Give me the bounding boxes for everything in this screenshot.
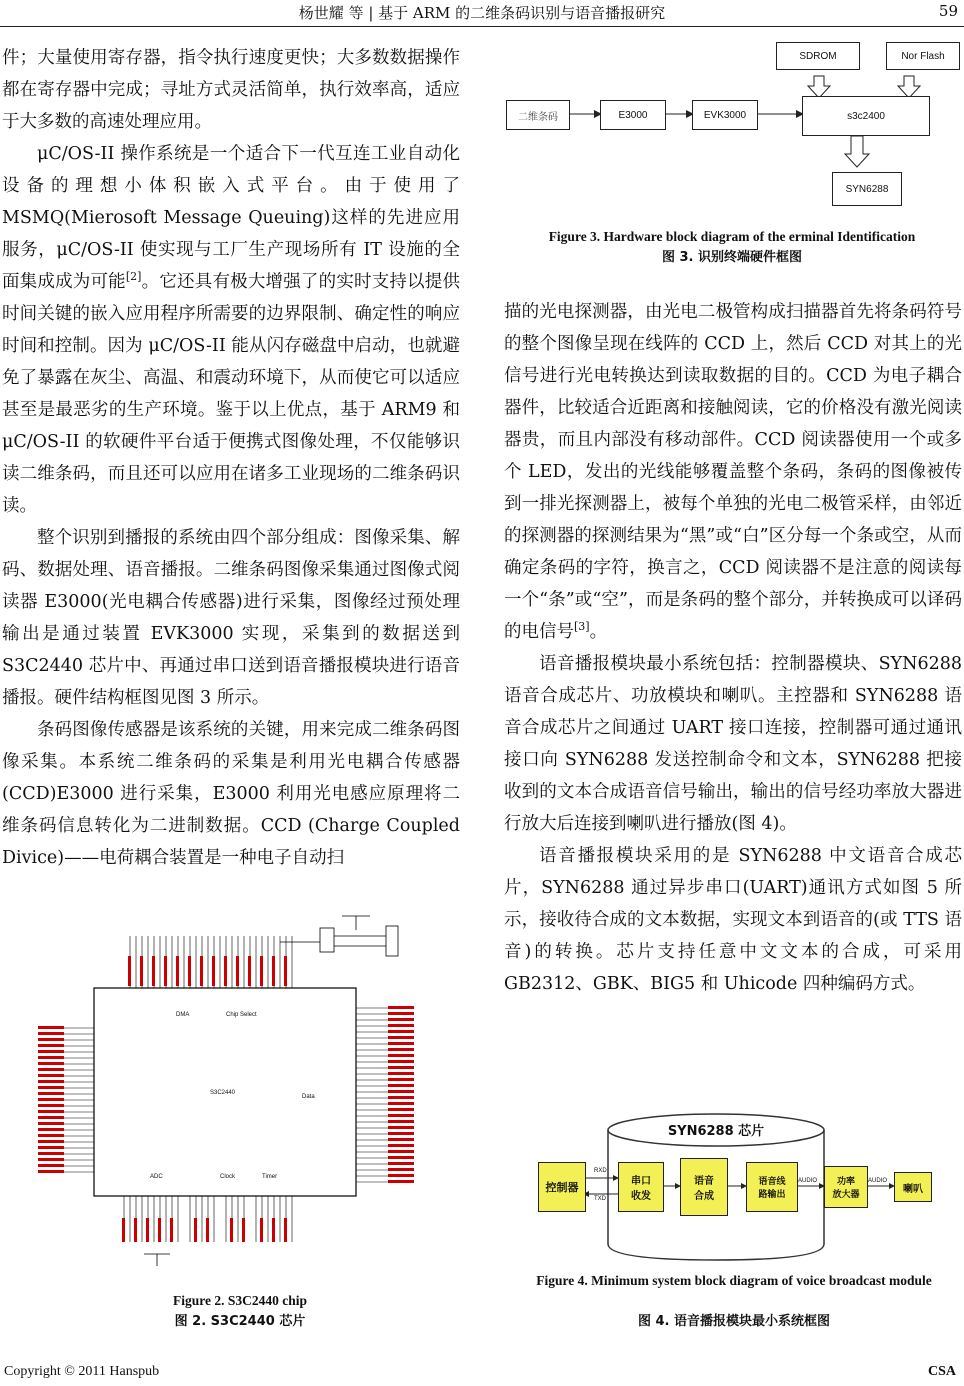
chip-section-timer: Timer (262, 1174, 278, 1180)
figure4-diagram (524, 1098, 944, 1268)
left-column (2, 42, 460, 874)
syn6288-block: SYN6288 (832, 172, 902, 206)
right-column (504, 296, 962, 1000)
figure4-caption-zh: 图 4. 语音播报模块最小系统框图 (637, 1314, 831, 1329)
figure3-caption-en: Figure 3. Hardware block diagram of the erminal Identification (548, 229, 916, 244)
paragraph: 语音播报模块最小系统包括：控制器模块、SYN6288 语音合成芯片、功放模块和喇叭。主控器和 SYN6288 语音合成芯片之间通过 UART 接口连接，控制器可通过通讯接口向 SYN6288 发送控制命令和文本，SYN6288 把接收到的文本合成语音信号输出，输出的信号经功率放大器进行放大后连接到喇叭进行播放(图 4)。 (504, 654, 962, 834)
citation[interactable]: [2] (125, 270, 142, 284)
figure2-caption-en: Figure 2. S3C2440 chip (172, 1293, 307, 1308)
figure3-diagram (504, 40, 960, 220)
text-span: 。它还具有极大增强了的实时支持以提供时间关键的嵌入应用程序所需要的边界限制、确定性的响应时间和控制。因为 μC/OS-II 能从闪存磁盘中启动，也就避免了暴露在灰尘、高温、和震动环境下，从而使它可以适应甚至是最恶劣的生产环境。鉴于以上优点，基于 ARM9 和 μC/OS-II 的软硬件平台适于便携式图像处理，不仅能够识读二维条码，而且还可以应用在诸多工业现场的二维条码识读。 (2, 272, 460, 516)
copyright: Copyright © 2011 Hanspub (4, 1364, 160, 1379)
header-rule (0, 26, 964, 27)
chip-section-adc: ADC (150, 1174, 163, 1180)
chip-section-dma: DMA (176, 1012, 190, 1018)
syn6288-chip-title: SYN6288 芯片 (667, 1124, 765, 1139)
page-header (0, 0, 964, 30)
journal-abbrev: CSA (927, 1364, 956, 1379)
controller-block: 控制器 (538, 1162, 586, 1212)
serial-block: 串口 收发 (618, 1162, 664, 1212)
norflash-block: Nor Flash (886, 42, 960, 70)
figure2-caption-zh: 图 2. S3C2440 芯片 (174, 1314, 306, 1329)
rxd-label: RXD (594, 1168, 607, 1174)
evk3000-block: EVK3000 (692, 100, 758, 130)
amplifier-block: 功率 放大器 (824, 1166, 868, 1208)
speaker-block: 喇叭 (894, 1172, 932, 1202)
paragraph: 件；大量使用寄存器，指令执行速度更快；大多数数据操作都在寄存器中完成；寻址方式灵活简单，执行效率高，适应于大多数的高速处理应用。 (2, 48, 460, 132)
paragraph (504, 296, 962, 648)
paragraph: 语音播报模块采用的是 SYN6288 中文语音合成芯片，SYN6288 通过异步串口(UART)通讯方式如图 5 所示，接收待合成的文本数据，实现文本到语音的(或 TTS 语音)的转换。芯片支持任意中文文本的合成，可采用 GB2312、GBK、BIG5 和 Uhicode 四种编码方式。 (504, 846, 962, 994)
text-span: 描的光电探测器，由光电二极管构成扫描器首先将条码符号的整个图像呈现在线阵的 CCD 上，然后 CCD 对其上的光信号进行光电转换达到读取数据的目的。CCD 为电子耦合器件，比较适合近距离和接触阅读，它的价格没有激光阅读器贵，而且内部没有移动部件。CCD 阅读器使用一个或多个 LED，发出的光线能够覆盖整个条码，条码的图像被传到一排光探测器上，被每个单独的光电二极管采样，由邻近的探测器的探测结果为“黑”或“白”区分每一个条或空，从而确定条码的字符，换言之，CCD 阅读器不是注意的阅读每一个“条”或“空”，而是条码的整个部分，并转换成可以译码的电信号 (504, 302, 962, 642)
chip-section-data: Data (302, 1094, 315, 1100)
paragraph (2, 138, 460, 522)
output-block: 语音线 路输出 (746, 1162, 798, 1212)
text-span: 。 (589, 622, 608, 642)
barcode-block: 二维条码 (506, 100, 570, 130)
page-number: 59 (938, 2, 958, 20)
sdrom-block: SDROM (776, 42, 860, 70)
figure2-schematic (30, 906, 450, 1286)
audio-label: AUDIO (798, 1178, 818, 1184)
citation[interactable]: [3] (574, 620, 590, 634)
chip-schematic-graphic (30, 906, 450, 1286)
chip-label: S3C2440 (210, 1090, 236, 1096)
soc-block: s3c2400 (802, 96, 930, 136)
synth-block: 语音 合成 (680, 1158, 728, 1216)
running-title: 杨世耀 等 | 基于 ARM 的二维条码识别与语音播报研究 (298, 4, 666, 22)
e3000-block: E3000 (600, 100, 666, 130)
audio-label: AUDIO (868, 1178, 888, 1184)
paragraph: 条码图像传感器是该系统的关键，用来完成二维条码图像采集。本系统二维条码的采集是利用光电耦合传感器(CCD)E3000 进行采集，E3000 利用光电感应原理将二维条码信息转化为二进制数据。CCD (Charge Coupled Divice)——电荷耦合装置是一种电子自动扫 (2, 720, 460, 868)
txd-label: TXD (594, 1196, 606, 1202)
chip-section-clock: Clock (220, 1174, 236, 1180)
figure4-caption-en: Figure 4. Minimum system block diagram of voice broadcast module (536, 1273, 932, 1288)
figure3-caption-zh: 图 3. 识别终端硬件框图 (661, 250, 803, 265)
text-span: μC/OS-II 操作系统是一个适合下一代互连工业自动化设备的理想小体积嵌入式平台。由于使用了 MSMQ(Mierosoft Message Queuing)这样的先进应用服务，μC/OS-II 使实现与工厂生产现场所有 IT 设施的全面集成成为可能 (2, 144, 460, 292)
paragraph: 整个识别到播报的系统由四个部分组成：图像采集、解码、数据处理、语音播报。二维条码图像采集通过图像式阅读器 E3000(光电耦合传感器)进行采集，图像经过预处理输出是通过装置 EVK3000 实现，采集到的数据送到 S3C2440 芯片中、再通过串口送到语音播报模块进行语音播报。硬件结构框图见图 3 所示。 (2, 528, 460, 708)
chip-section-chip-select: Chip Select (226, 1012, 257, 1018)
